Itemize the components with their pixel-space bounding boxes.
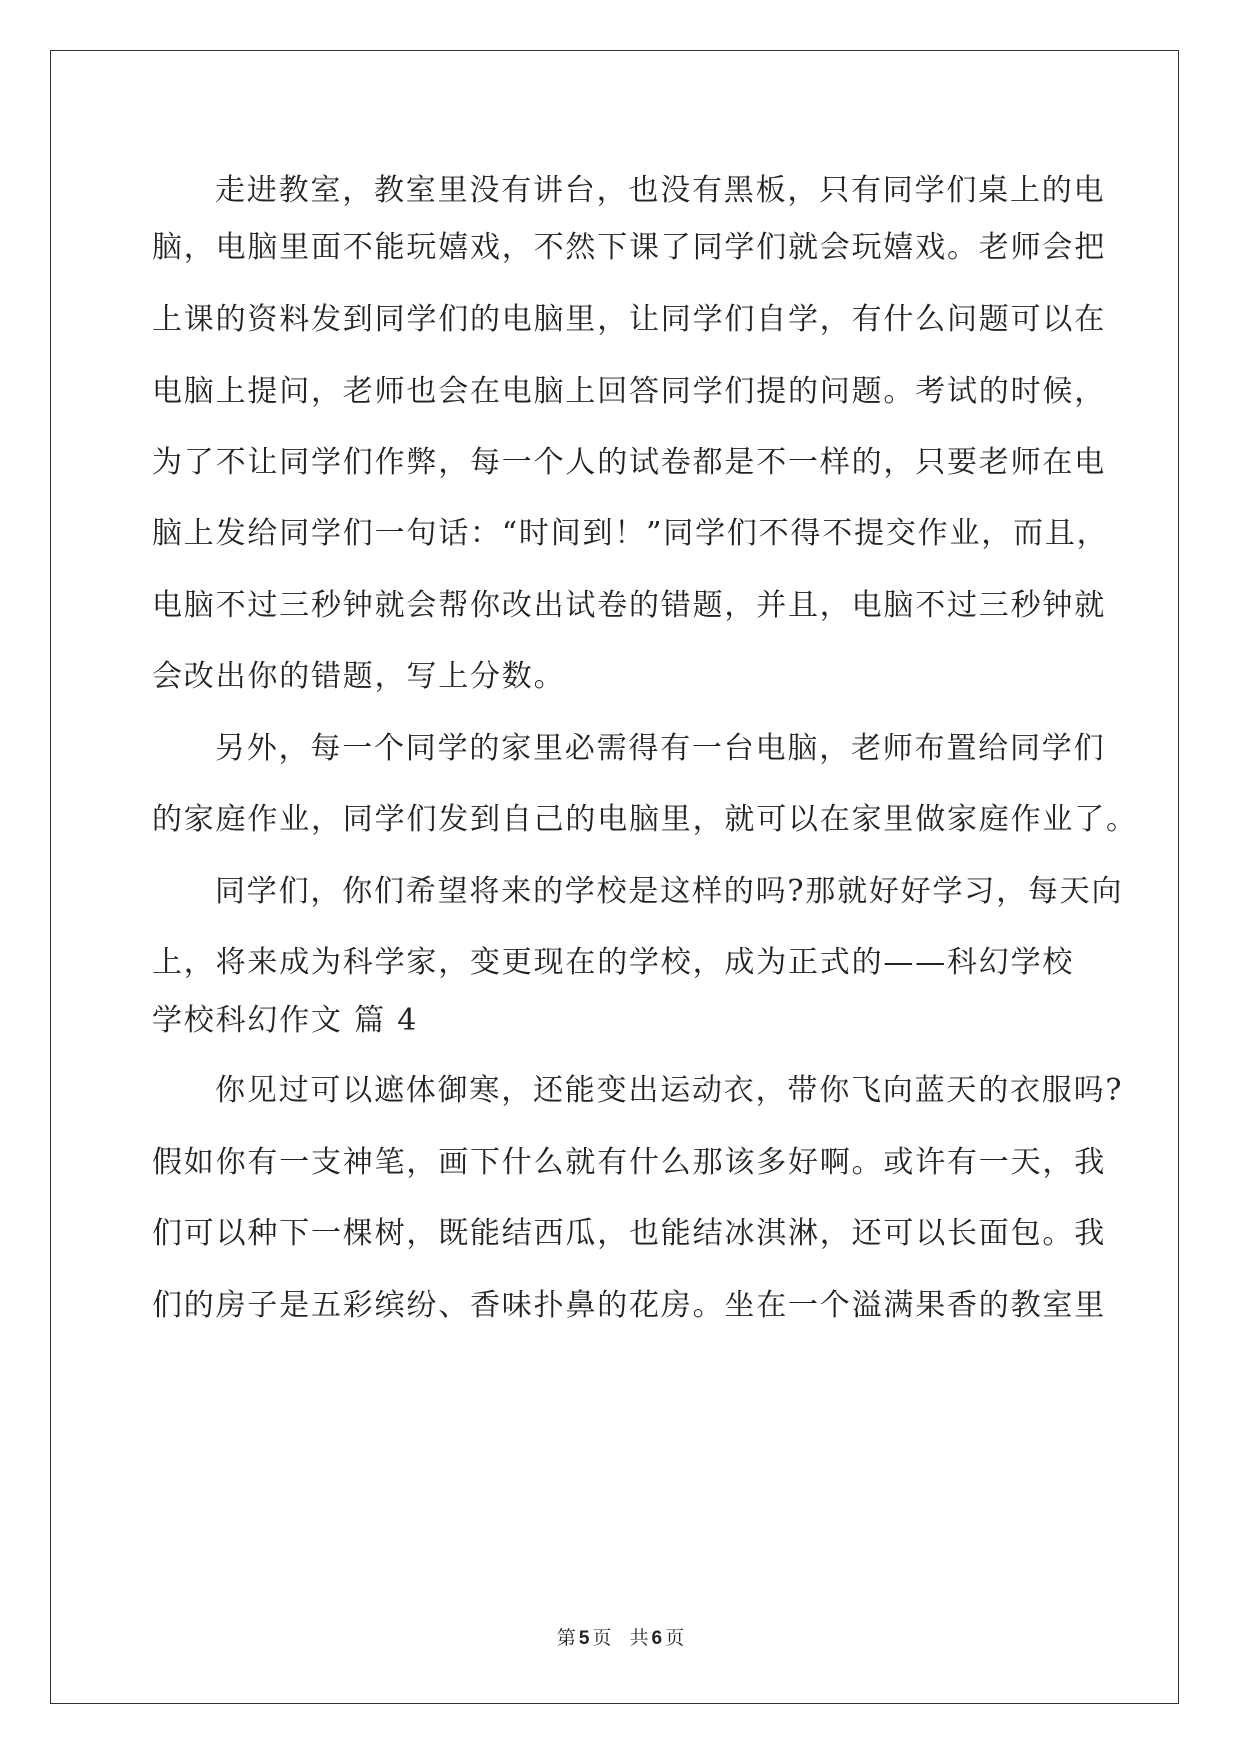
text-line: 为了不让同学们作弊，每一个人的试卷都是不一样的，只要老师在电 (152, 445, 1106, 480)
footer-total-prefix: 共 (629, 1627, 649, 1649)
text-line: 走进教室，教室里没有讲台，也没有黑板，只有同学们桌上的电 (215, 173, 1106, 208)
footer-page-number: 5 (578, 1628, 590, 1649)
text-line: 你见过可以遮体御寒，还能变出运动衣，带你飞向蓝天的衣服吗? (215, 1073, 1124, 1108)
text-line: 上课的资料发到同学们的电脑里，让同学们自学，有什么问题可以在 (152, 302, 1106, 337)
text-line: 另外，每一个同学的家里必需得有一台电脑，老师布置给同学们 (215, 731, 1106, 766)
text-line: 假如你有一支神笔，画下什么就有什么那该多好啊。或许有一天，我 (152, 1145, 1106, 1180)
text-line: 会改出你的错题，写上分数。 (152, 659, 566, 694)
page-footer (0, 1623, 1241, 1650)
text-line: 们可以种下一棵树，既能结西瓜，也能结冰淇淋，还可以长面包。我 (152, 1216, 1106, 1251)
text-line: 同学们，你们希望将来的学校是这样的吗?那就好好学习，每天向 (215, 874, 1124, 909)
text-line: 电脑上提问，老师也会在电脑上回答同学们提的问题。考试的时候， (152, 374, 1106, 409)
text-line: 们的房子是五彩缤纷、香味扑鼻的花房。坐在一个溢满果香的教室里 (152, 1288, 1106, 1323)
text-line: 脑上发给同学们一句话：“时间到！”同学们不得不提交作业，而且， (152, 516, 1109, 551)
text-line: 脑，电脑里面不能玩嬉戏，不然下课了同学们就会玩嬉戏。老师会把 (152, 230, 1106, 265)
section-heading: 学校科幻作文 篇 4 (152, 1003, 419, 1038)
text-line: 上，将来成为科学家，变更现在的学校，成为正式的——科幻学校 (152, 945, 1075, 980)
footer-page-unit: 页 (592, 1627, 612, 1649)
footer-page-prefix: 第 (556, 1627, 576, 1649)
text-line: 电脑不过三秒钟就会帮你改出试卷的错题，并且，电脑不过三秒钟就 (152, 588, 1106, 623)
footer-total-number: 6 (651, 1628, 663, 1649)
footer-total-unit: 页 (665, 1627, 685, 1649)
text-line: 的家庭作业，同学们发到自己的电脑里，就可以在家里做家庭作业了。 (152, 802, 1138, 837)
